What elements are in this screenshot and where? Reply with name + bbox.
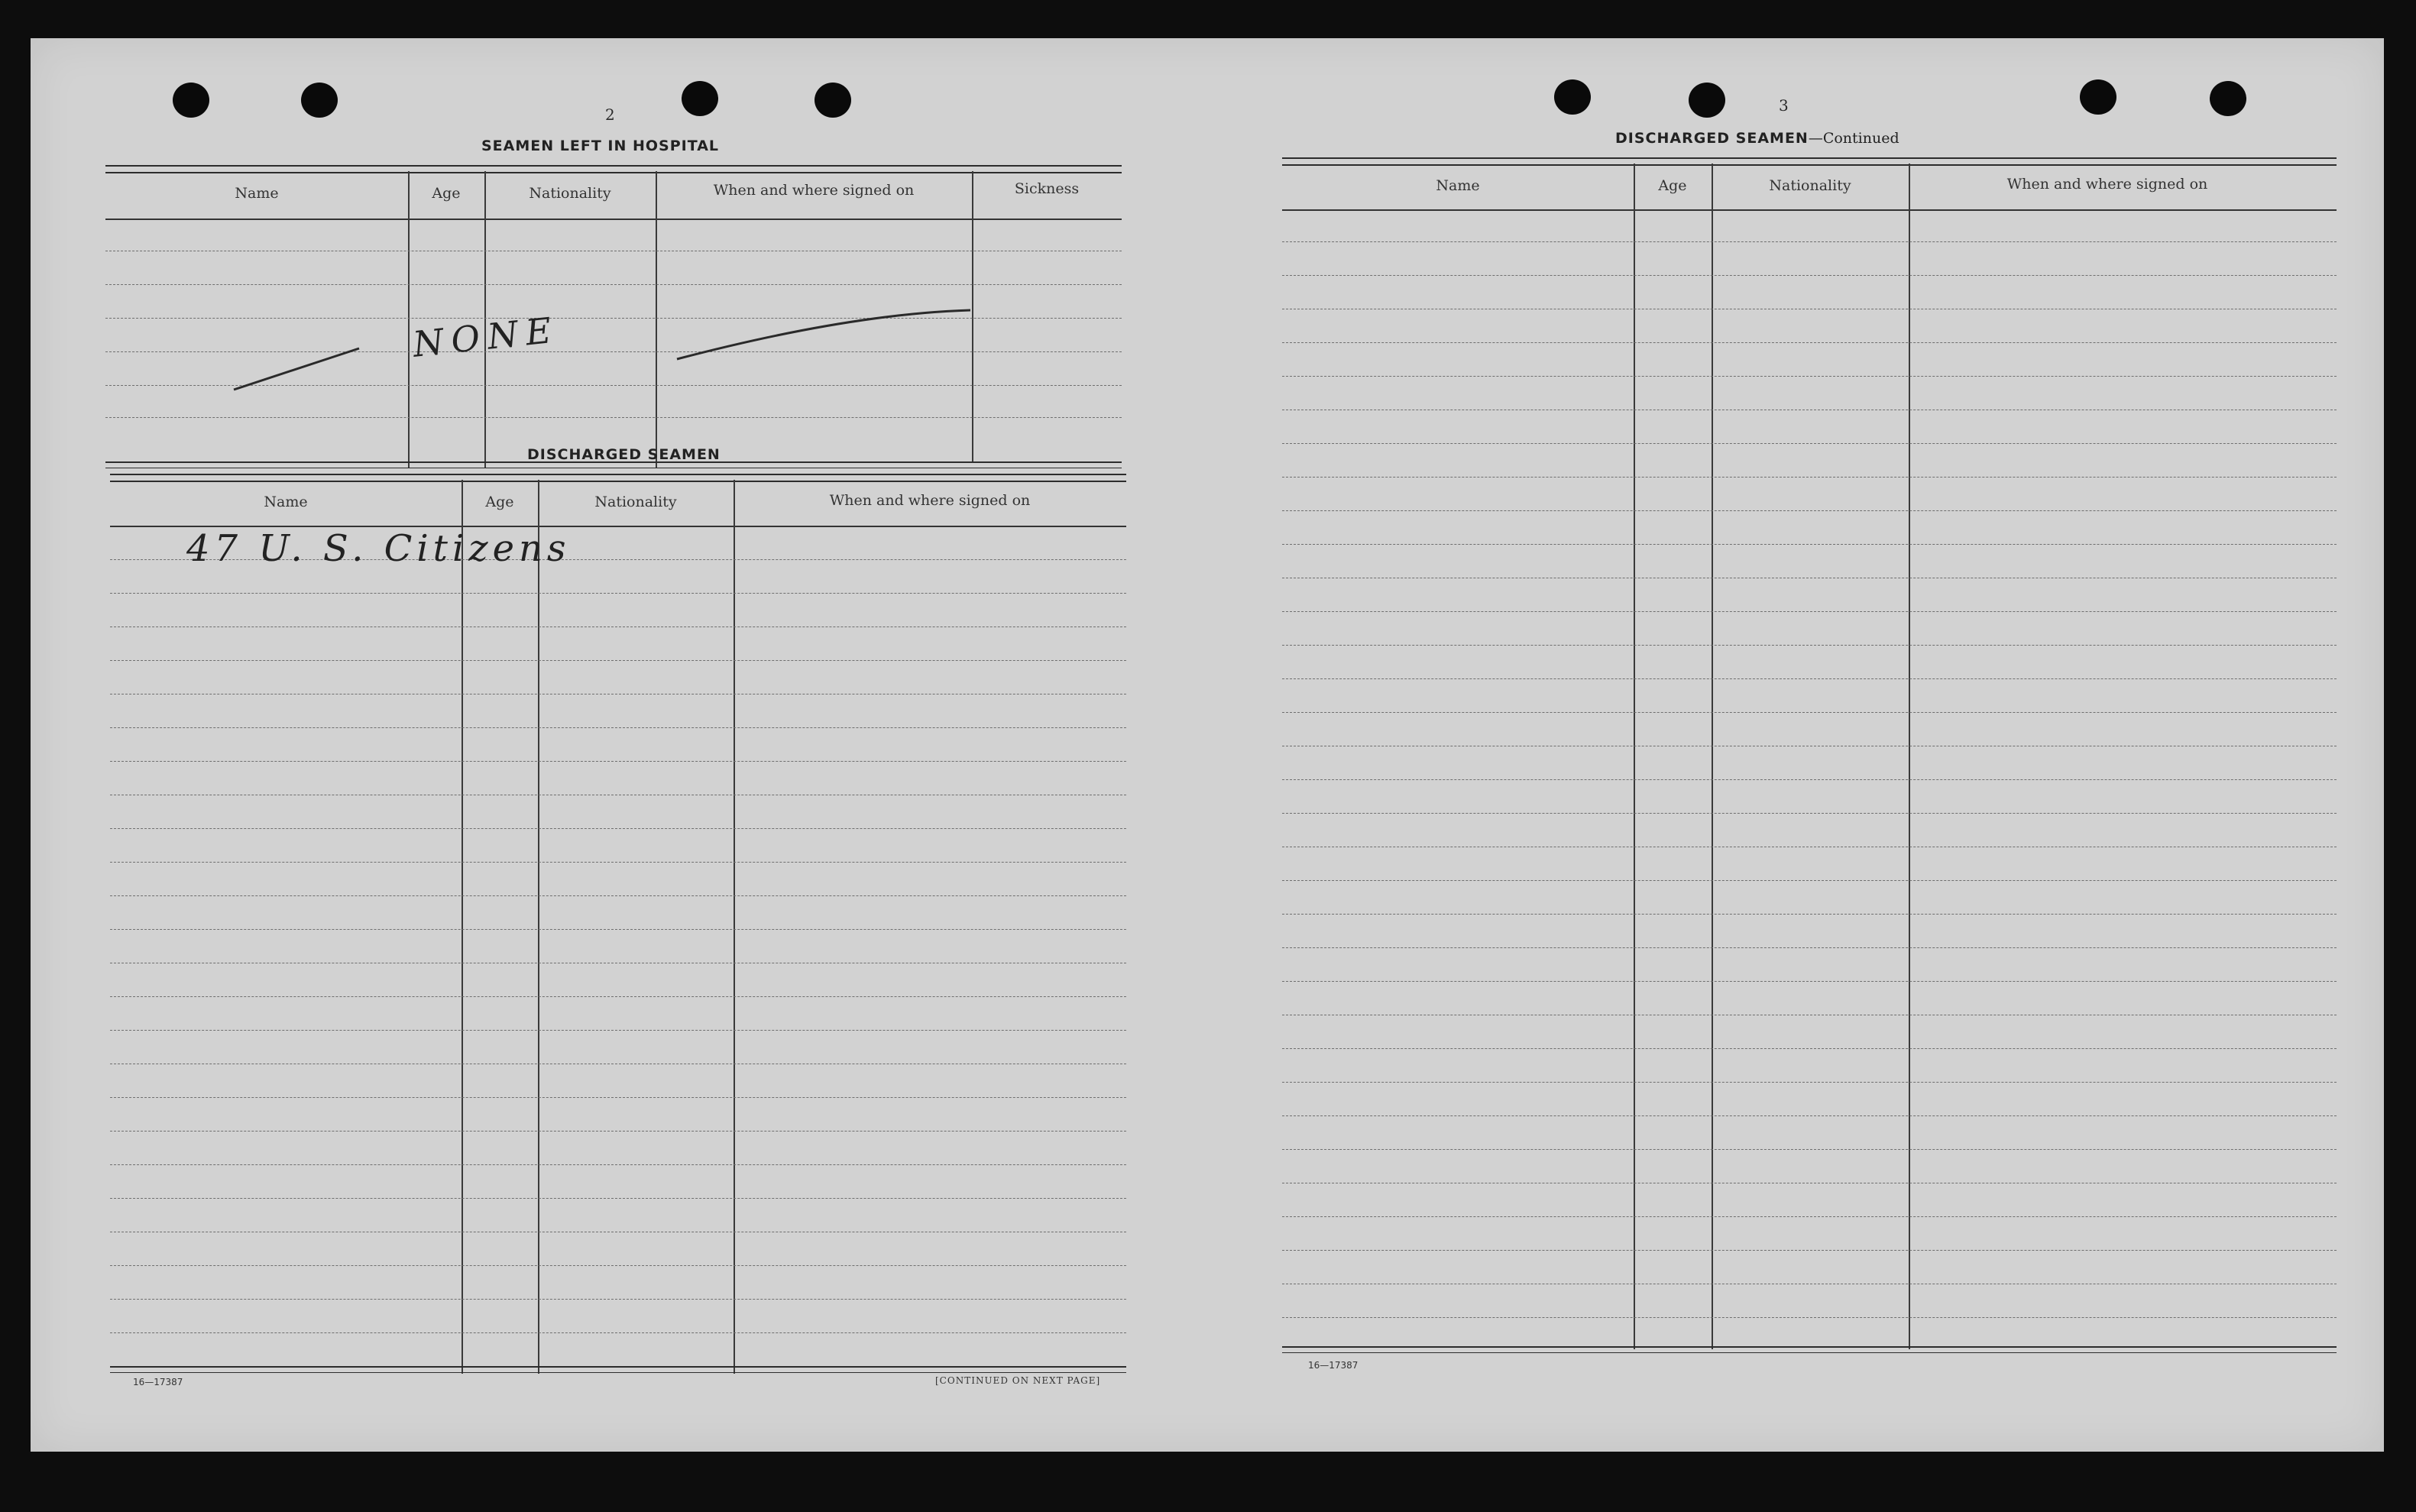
row-line <box>110 761 1126 762</box>
row-line <box>110 929 1126 930</box>
punch-hole <box>682 81 718 116</box>
col-head-signed-on: When and where signed on <box>2006 176 2208 193</box>
punch-hole <box>301 83 338 118</box>
punch-hole <box>1689 83 1725 118</box>
row-line <box>1282 981 2337 982</box>
row-line <box>1282 1115 2337 1116</box>
row-line <box>1282 1216 2337 1217</box>
table-top-rule <box>105 165 1122 173</box>
col-divider <box>462 480 463 1374</box>
row-line <box>1282 1082 2337 1083</box>
row-line <box>110 593 1126 594</box>
row-line <box>110 727 1126 728</box>
col-divider <box>1634 164 1635 1349</box>
row-line <box>1282 1149 2337 1150</box>
row-line <box>110 1332 1126 1333</box>
handwritten-strike-left <box>229 329 382 397</box>
col-head-nationality: Nationality <box>594 494 677 510</box>
row-line <box>1282 376 2337 377</box>
discharged-table-right <box>1282 157 2337 1398</box>
page-number-right: 3 <box>1779 96 1789 115</box>
row-line <box>1282 342 2337 343</box>
row-line <box>1282 813 2337 814</box>
discharged-section-title: DISCHARGED SEAMEN <box>527 446 721 463</box>
punch-hole <box>173 83 209 118</box>
row-line <box>110 828 1126 829</box>
handwritten-none: NONE <box>410 309 562 365</box>
row-line <box>110 1164 1126 1165</box>
col-head-name: Name <box>1436 177 1480 194</box>
right-section-title <box>1615 130 1899 147</box>
row-line <box>1282 678 2337 679</box>
form-code-left: 16—17387 <box>133 1377 183 1387</box>
table-top-rule <box>1282 157 2337 166</box>
row-line <box>1282 880 2337 881</box>
col-head-nationality: Nationality <box>529 185 611 202</box>
table-bottom-rule <box>1282 1346 2337 1353</box>
col-head-age: Age <box>432 185 461 202</box>
col-head-age: Age <box>485 494 514 510</box>
col-divider <box>734 480 735 1374</box>
row-line <box>1282 914 2337 915</box>
ledger-sheet <box>31 38 2384 1452</box>
row-line <box>1282 779 2337 780</box>
row-line <box>110 1030 1126 1031</box>
form-code-right: 16—17387 <box>1308 1360 1359 1371</box>
table-top-rule <box>110 474 1126 482</box>
col-divider <box>656 171 657 468</box>
handwritten-strike-right <box>672 267 978 374</box>
row-line <box>1282 1048 2337 1049</box>
row-line <box>110 996 1126 997</box>
row-line <box>1282 275 2337 276</box>
punch-hole <box>1554 79 1591 115</box>
row-line <box>1282 947 2337 948</box>
col-head-name: Name <box>235 185 279 202</box>
row-line <box>110 1299 1126 1300</box>
row-line <box>110 1131 1126 1132</box>
row-line <box>110 1097 1126 1098</box>
row-line <box>110 626 1126 627</box>
row-line <box>1282 611 2337 612</box>
row-line <box>110 895 1126 896</box>
table-header-rule <box>105 219 1122 220</box>
row-line <box>1282 1317 2337 1318</box>
table-bottom-rule <box>110 1366 1126 1373</box>
continued-note: [CONTINUED ON NEXT PAGE] <box>935 1375 1101 1386</box>
col-divider <box>408 171 410 468</box>
right-title-suffix: —Continued <box>1808 130 1899 147</box>
col-head-sickness: Sickness <box>1014 180 1080 197</box>
handwritten-citizens: 47 U. S. Citizens <box>186 527 571 570</box>
col-head-name: Name <box>264 494 308 510</box>
row-line <box>1282 477 2337 478</box>
row-line <box>110 1198 1126 1199</box>
row-line <box>105 417 1122 418</box>
col-head-age: Age <box>1658 177 1687 194</box>
row-line <box>1282 645 2337 646</box>
right-title-main: DISCHARGED SEAMEN <box>1615 130 1809 147</box>
col-head-signed-on: When and where signed on <box>713 182 915 199</box>
row-line <box>1282 712 2337 713</box>
col-divider <box>538 480 539 1374</box>
row-line <box>1282 443 2337 444</box>
row-line <box>1282 241 2337 242</box>
row-line <box>1282 1250 2337 1251</box>
punch-hole <box>815 83 851 118</box>
row-line <box>110 1265 1126 1266</box>
page-number-left: 2 <box>605 105 615 124</box>
punch-hole <box>2210 81 2246 116</box>
col-head-signed-on: When and where signed on <box>829 492 1031 509</box>
row-line <box>110 660 1126 661</box>
row-line <box>1282 544 2337 545</box>
punch-hole <box>2080 79 2116 115</box>
discharged-table-left <box>110 474 1126 1413</box>
row-line <box>110 862 1126 863</box>
hospital-section-title: SEAMEN LEFT IN HOSPITAL <box>481 138 720 154</box>
col-head-nationality: Nationality <box>1769 177 1851 194</box>
table-header-rule <box>1282 209 2337 211</box>
row-line <box>1282 510 2337 511</box>
col-divider <box>1909 164 1910 1349</box>
col-divider <box>1712 164 1713 1349</box>
